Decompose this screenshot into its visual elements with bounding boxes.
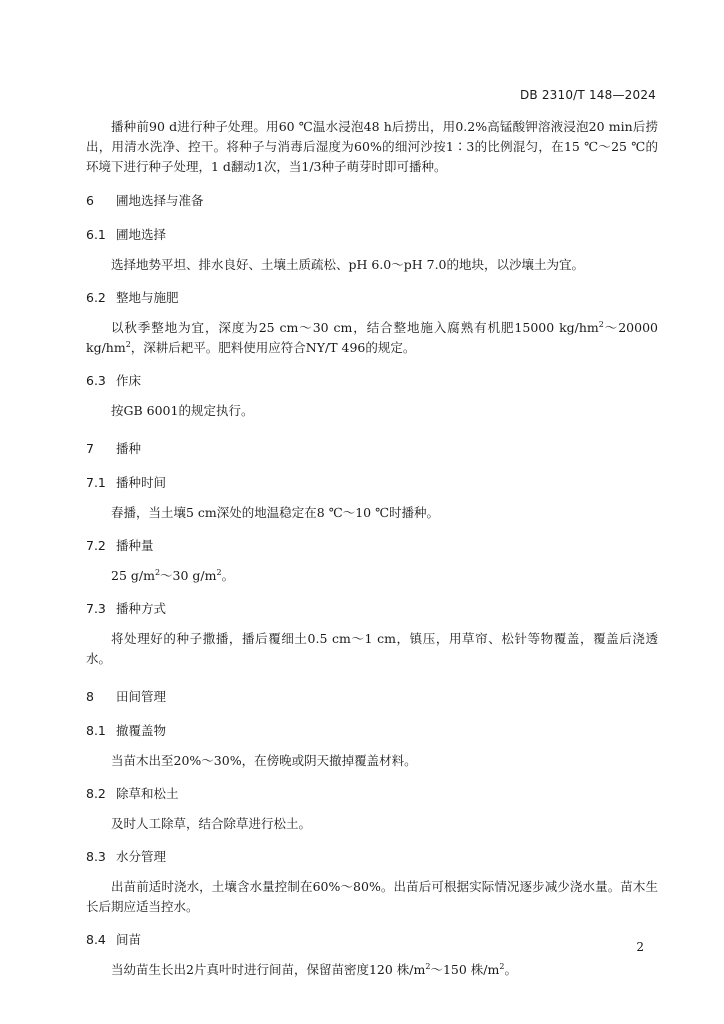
section-title: 水分管理 xyxy=(116,849,167,864)
section-8-4-text xyxy=(86,960,658,980)
section-7-2-heading xyxy=(86,536,658,554)
section-title: 播种时间 xyxy=(116,475,167,490)
text-run: 25 g/m xyxy=(111,568,155,583)
section-8-3-text: 出苗前适时浇水，土壤含水量控制在60%～80%。出苗后可根据实际情况逐步减少浇水量。苗木生长后期应适当控水。 xyxy=(86,879,658,914)
section-number: 7 xyxy=(86,441,94,456)
section-number: 8.4 xyxy=(86,932,106,947)
text-run: ，深耕后耙平。肥料使用应符合NY/T 496的规定。 xyxy=(130,340,416,355)
section-title: 播种 xyxy=(116,441,142,456)
section-6-2-text xyxy=(86,318,658,358)
section-number: 6.1 xyxy=(86,227,106,242)
text-run: 。 xyxy=(221,568,235,583)
section-8-heading xyxy=(86,687,658,705)
section-number: 7.1 xyxy=(86,475,106,490)
section-number: 7.3 xyxy=(86,601,106,616)
section-number: 6.2 xyxy=(86,290,106,305)
section-title: 播种方式 xyxy=(116,601,167,616)
section-title: 田间管理 xyxy=(116,689,167,704)
text-run: 当幼苗生长出2片真叶时进行间苗，保留苗密度120 株/m xyxy=(111,962,426,977)
section-number: 6 xyxy=(86,193,94,208)
text-run: 。 xyxy=(504,962,517,977)
section-title: 播种量 xyxy=(116,538,154,553)
section-6-3-text: 按GB 6001的规定执行。 xyxy=(111,403,254,418)
section-8-2-heading xyxy=(86,784,658,802)
section-7-2-text xyxy=(86,566,658,586)
section-8-1-text: 当苗木出至20%～30%，在傍晚或阴天撤掉覆盖材料。 xyxy=(111,753,417,768)
seed-treatment-paragraph: 播种前90 d进行种子处理。用60 ℃温水浸泡48 h后捞出，用0.2%高锰酸钾溶液浸泡20 min后捞出，用清水洗净、控干。将种子与消毒后湿度为60%的细河沙按1∶3的比例混匀，在15 ℃～25 ℃的环境下进行种子处理，1 d翻动1次，当1/3种子萌芽时即可播种。 xyxy=(86,119,658,174)
section-number: 7.2 xyxy=(86,538,106,553)
section-7-3-text: 将处理好的种子撒播，播后覆细土0.5 cm～1 cm，镇压，用草帘、松针等物覆盖，覆盖后浇透水。 xyxy=(86,631,658,666)
section-6-3-heading xyxy=(86,371,658,389)
section-title: 撤覆盖物 xyxy=(116,723,167,738)
superscript: 2 xyxy=(154,568,161,577)
section-title: 除草和松土 xyxy=(116,786,179,801)
section-8-4-heading xyxy=(86,930,658,948)
section-7-1-text: 春播，当土壤5 cm深处的地温稳定在8 ℃～10 ℃时播种。 xyxy=(111,505,440,520)
section-number: 6.3 xyxy=(86,373,106,388)
section-6-heading xyxy=(86,191,658,209)
section-7-3-heading xyxy=(86,599,658,617)
section-title: 圃地选择 xyxy=(116,227,167,242)
section-title: 间苗 xyxy=(116,932,142,947)
text-run: ～30 g/m xyxy=(160,568,217,583)
section-6-2-heading xyxy=(86,288,658,306)
page-number: 2 xyxy=(636,940,644,954)
superscript: 2 xyxy=(125,340,131,349)
document-code-header: DB 2310/T 148—2024 xyxy=(519,88,656,102)
section-8-3-heading xyxy=(86,847,658,865)
superscript: 2 xyxy=(425,962,431,971)
section-6-1-heading xyxy=(86,225,658,243)
text-run: ～20000 kg/hm xyxy=(86,320,658,355)
section-title: 整地与施肥 xyxy=(116,290,179,305)
superscript: 2 xyxy=(216,568,222,577)
text-run: ～150 株/m xyxy=(430,962,500,977)
section-7-1-heading xyxy=(86,473,658,491)
section-number: 8.3 xyxy=(86,849,106,864)
section-title: 圃地选择与准备 xyxy=(116,193,204,208)
section-title: 作床 xyxy=(116,373,142,388)
section-number: 8.1 xyxy=(86,723,106,738)
superscript: 2 xyxy=(598,320,604,329)
section-8-2-text: 及时人工除草，结合除草进行松土。 xyxy=(111,816,312,831)
document-body xyxy=(86,117,658,980)
text-run: 以秋季整地为宜，深度为25 cm～30 cm，结合整地施入腐熟有机肥15000 kg/hm xyxy=(111,320,599,335)
section-8-1-heading xyxy=(86,721,658,739)
section-7-heading xyxy=(86,439,658,457)
superscript: 2 xyxy=(499,962,505,971)
section-6-1-text: 选择地势平坦、排水良好、土壤土质疏松、pH 6.0～pH 7.0的地块，以沙壤土为宜。 xyxy=(111,257,585,272)
section-number: 8 xyxy=(86,689,94,704)
section-number: 8.2 xyxy=(86,786,106,801)
